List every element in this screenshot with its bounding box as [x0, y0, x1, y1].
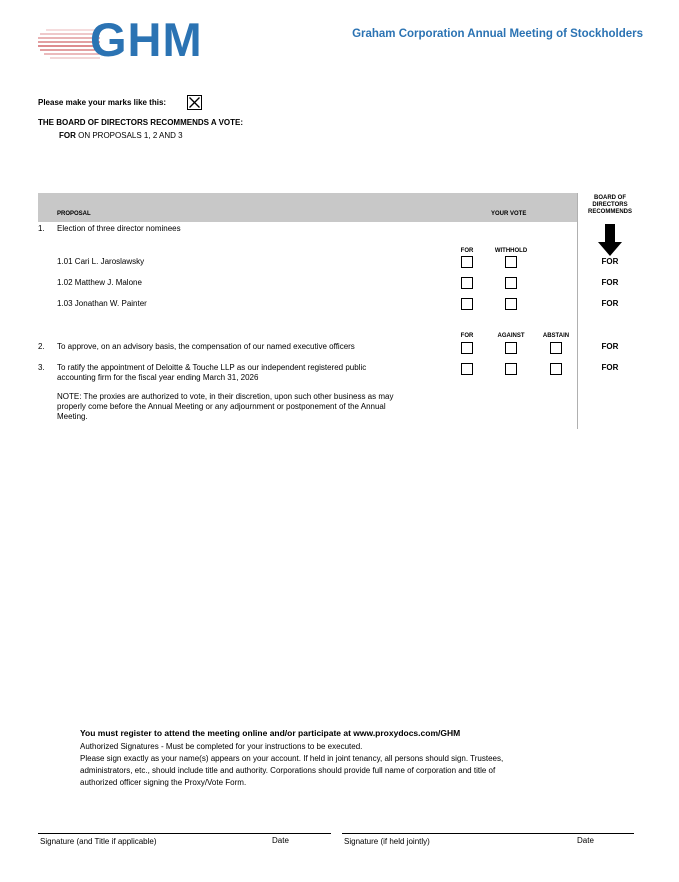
nominee-1-label: 1.01 Cari L. Jaroslawsky [57, 257, 145, 266]
document-title: Graham Corporation Annual Meeting of Stockholders [352, 28, 643, 40]
proposal-2-abstain-checkbox[interactable] [550, 342, 562, 354]
nominee-2-withhold-checkbox[interactable] [505, 277, 517, 289]
proposal-2-text: To approve, on an advisory basis, the compensation of our named executive officers [57, 342, 355, 351]
authorized-signatures-text [80, 741, 620, 789]
nominee-3-for-checkbox[interactable] [461, 298, 473, 310]
nominee-1-withhold-checkbox[interactable] [505, 256, 517, 268]
withhold-column-header: WITHHOLD [494, 248, 528, 254]
nominee-2-for-checkbox[interactable] [461, 277, 473, 289]
proposal-table-header [38, 193, 577, 222]
example-mark-box [187, 95, 202, 110]
logo-text: GHM [90, 13, 203, 66]
proposal-3-number: 3. [38, 363, 45, 372]
nominee-1-for-checkbox[interactable] [461, 256, 473, 268]
date-2-label: Date [577, 836, 594, 845]
proposal-2-number: 2. [38, 342, 45, 351]
auth-line-2: Please sign exactly as your name(s) appears on your account. If held in joint tenancy, all persons should sign. Trustees, [80, 754, 504, 763]
against-column-header: AGAINST [497, 333, 525, 339]
nominee-1-recommendation: FOR [601, 257, 619, 266]
proposal-1-number: 1. [38, 224, 45, 233]
for-column-header: FOR [460, 248, 474, 254]
your-vote-column-header: YOUR VOTE [491, 211, 527, 217]
signature-line-1[interactable] [38, 833, 331, 834]
recommend-for: FOR [59, 131, 76, 140]
note-line-3: Meeting. [57, 412, 88, 421]
nominee-3-recommendation: FOR [601, 299, 619, 308]
proposal-3-against-checkbox[interactable] [505, 363, 517, 375]
proposal-3-text-line2: accounting firm for the fiscal year ending March 31, 2026 [57, 373, 259, 382]
proposal-2-recommendation: FOR [601, 342, 619, 351]
for-column-header-2: FOR [460, 333, 474, 339]
nominee-3-withhold-checkbox[interactable] [505, 298, 517, 310]
x-mark-icon [188, 96, 201, 109]
nominee-2-label: 1.02 Matthew J. Malone [57, 278, 142, 287]
auth-line-1: Authorized Signatures - Must be completed for your instructions to be executed. [80, 742, 363, 751]
board-column-divider [577, 193, 578, 429]
auth-line-3: administrators, etc., should include title and authority. Corporations should provide full name of corporation and title of [80, 766, 496, 775]
proposal-3-text-line1: To ratify the appointment of Deloitte & Touche LLP as our independent registered public [57, 363, 367, 372]
auth-line-4: authorized officer signing the Proxy/Vote Form. [80, 778, 247, 787]
note-line-1: NOTE: The proxies are authorized to vote, in their discretion, upon such other business as may [57, 392, 394, 401]
proposal-3-abstain-checkbox[interactable] [550, 363, 562, 375]
signature-1-label: Signature (and Title if applicable) [40, 837, 157, 846]
proposal-1-text: Election of three director nominees [57, 224, 181, 233]
marks-instruction: Please make your marks like this: [38, 98, 167, 107]
board-recommends-column-header: BOARD OF DIRECTORS RECOMMENDS [587, 195, 632, 215]
company-logo [38, 13, 248, 68]
proposal-3-recommendation: FOR [601, 363, 619, 372]
down-arrow-icon [598, 224, 622, 256]
register-notice: You must register to attend the meeting online and/or participate at www.proxydocs.com/GHM [80, 728, 461, 738]
proposal-2-against-checkbox[interactable] [505, 342, 517, 354]
recommendation-summary [59, 131, 183, 140]
note-line-2: properly come before the Annual Meeting or any adjournment or postponement of the Annual [57, 402, 386, 411]
proposal-2-for-checkbox[interactable] [461, 342, 473, 354]
date-1-label: Date [272, 836, 289, 845]
proposal-column-header: PROPOSAL [57, 211, 91, 217]
nominee-3-label: 1.03 Jonathan W. Painter [57, 299, 147, 308]
abstain-column-header: ABSTAIN [542, 333, 570, 339]
recommend-rest: ON PROPOSALS 1, 2 AND 3 [78, 131, 183, 140]
signature-line-2[interactable] [342, 833, 634, 834]
nominee-2-recommendation: FOR [601, 278, 619, 287]
signature-2-label: Signature (if held jointly) [344, 837, 430, 846]
board-recommends-heading: THE BOARD OF DIRECTORS RECOMMENDS A VOTE: [38, 118, 244, 127]
proposal-3-for-checkbox[interactable] [461, 363, 473, 375]
